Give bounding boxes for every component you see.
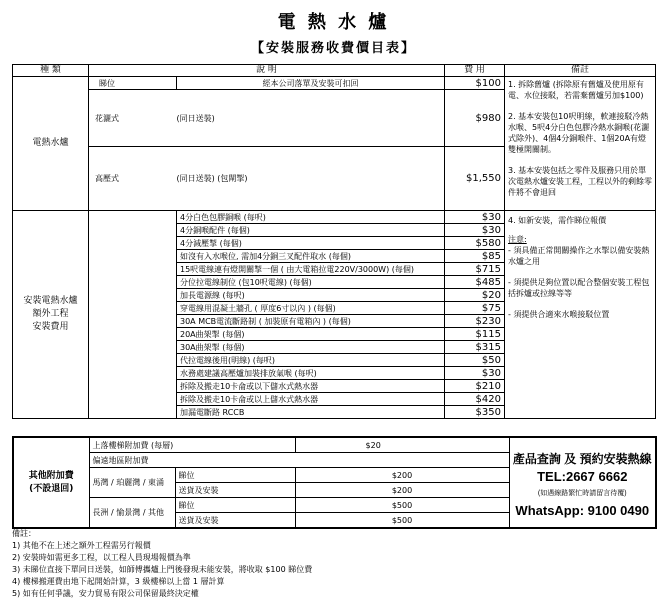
install-item-fee: $50: [445, 354, 505, 367]
category-heater: 電熱水爐: [13, 77, 89, 211]
category-extra-line: 其他附加費: [28, 470, 74, 481]
heater-survey-label: 睇位: [89, 77, 177, 90]
install-item-fee: $315: [445, 341, 505, 354]
install-item-desc: 拆除及搬走10卡侖或以下儲水式熱水器: [177, 380, 445, 393]
remote-surcharge-desc: 偏遠地區附加費: [89, 453, 509, 468]
category-install-line: 額外工程: [32, 309, 69, 319]
install-item-fee: $75: [445, 302, 505, 315]
install-note: 4. 如新安裝，需作睇位報價: [508, 216, 607, 225]
install-item-desc: 分位拉電線制位 (包10呎電線) (每個): [177, 276, 445, 289]
page-subtitle: 【安裝服務收費價目表】: [250, 41, 416, 56]
category-install: [13, 211, 89, 419]
install-item-fee: $115: [445, 328, 505, 341]
header-remarks: 備註: [505, 65, 656, 77]
remote-item-label: 送貨及安裝: [175, 483, 295, 498]
header-description: 說 明: [89, 65, 445, 77]
install-item-desc: 加長電源線 (每呎): [177, 289, 445, 302]
install-spacer: [89, 211, 177, 419]
category-install-line: 安裝電熱水爐: [23, 296, 78, 306]
install-item-fee: $350: [445, 406, 505, 419]
floor-surcharge-desc: 上落樓梯附加費 (每層): [89, 437, 295, 453]
remote-item-fee: $200: [295, 468, 509, 483]
install-item-desc: 水務處建議高壓爐加裝排放氣喉 (每呎): [177, 367, 445, 380]
install-item-desc: 20A曲架掣 (每個): [177, 328, 445, 341]
install-note: - 須提供合適來水喉接駁位置: [508, 310, 610, 319]
footer-notes: [12, 528, 655, 600]
category-install-line: 安裝費用: [32, 322, 69, 332]
hotline-heading: 產品查詢 及 預約安裝熱線: [512, 451, 652, 466]
footer-note: 1) 其他不在上述之額外工程需另行報價: [12, 541, 151, 550]
install-item-desc: 如沒有入水喉位, 需加4分銅三叉配件取水 (每個): [177, 250, 445, 263]
heater-pressure-fee: $1,550: [445, 147, 505, 211]
table-row: [13, 211, 656, 224]
install-item-fee: $485: [445, 276, 505, 289]
install-item-fee: $20: [445, 289, 505, 302]
hotline-note: (如遇線路繁忙時請留言待覆): [537, 489, 627, 497]
install-item-desc: 穿電線用混凝土牆孔 ( 厚度6寸以內 ) (每個): [177, 302, 445, 315]
footer-heading: 備註：: [12, 529, 36, 538]
remote-item-label: 睇位: [175, 468, 295, 483]
install-item-fee: $420: [445, 393, 505, 406]
floor-surcharge-fee: $20: [295, 437, 509, 453]
remote-item-fee: $500: [295, 498, 509, 513]
heater-shower-label: 花灑式: [89, 90, 177, 147]
table-row: [13, 437, 656, 453]
remote-item-fee: $200: [295, 483, 509, 498]
install-item-fee: $580: [445, 237, 505, 250]
install-notes: [505, 211, 656, 419]
remote-item-fee: $500: [295, 513, 509, 529]
remote-item-label: 送貨及安裝: [175, 513, 295, 529]
heater-note: 3. 基本安裝包括之零件及服務只用於單次電熱水爐安裝工程，工程以外的剩餘零件將不會退回: [508, 166, 652, 197]
remote-area: 長洲 / 愉景灣 / 其他: [89, 498, 175, 529]
header-fee: 費 用: [445, 65, 505, 77]
table-header-row: [13, 65, 656, 77]
footer-note: 5) 如有任何爭議，安力貿易有限公司保留最終決定權: [12, 589, 199, 598]
price-table: [12, 64, 656, 419]
hotline-box: [509, 437, 656, 528]
header-category: 種 類: [13, 65, 89, 77]
remote-item-label: 睇位: [175, 498, 295, 513]
heater-pressure-desc: (同日送裝) (包閘掣): [177, 147, 445, 211]
category-extra-line: (不設退回): [29, 483, 74, 494]
install-item-fee: $230: [445, 315, 505, 328]
install-item-fee: $30: [445, 224, 505, 237]
page-title: 電 熱 水 爐: [277, 12, 390, 33]
install-item-desc: 4分白色包膠銅喉 (每呎): [177, 211, 445, 224]
heater-shower-desc: (同日送裝): [177, 90, 445, 147]
heater-survey-fee: $100: [445, 77, 505, 90]
install-item-fee: $85: [445, 250, 505, 263]
heater-pressure-label: 高壓式: [89, 147, 177, 211]
heater-shower-fee: $980: [445, 90, 505, 147]
table-row: [13, 77, 656, 90]
footer-note: 4) 樓梯搬運費由地下起開始計算，3 級樓梯以上當 1 層計算: [12, 577, 225, 586]
install-item-desc: 代拉電線後用(明線) (每呎): [177, 354, 445, 367]
install-item-fee: $30: [445, 367, 505, 380]
footer-note: 2) 安裝時如需更多工程，以工程人員現場報價為準: [12, 553, 191, 562]
install-item-fee: $210: [445, 380, 505, 393]
heater-notes: [505, 77, 656, 211]
category-extra: [13, 437, 89, 528]
install-item-desc: 4分銅喉配件 (每個): [177, 224, 445, 237]
heater-note: 1. 拆除舊爐 (拆除原有舊爐及使用原有電、水位接駁，若需棄舊爐另加$100): [508, 80, 644, 100]
install-item-desc: 30A曲架掣 (每個): [177, 341, 445, 354]
install-item-desc: 加漏電斷路 RCCB: [177, 406, 445, 419]
heater-survey-desc: 經本公司落單及安裝可扣回: [177, 77, 445, 90]
install-item-fee: $30: [445, 211, 505, 224]
surcharge-table: [12, 436, 657, 529]
install-item-desc: 拆除及搬走10卡侖或以上儲水式熱水器: [177, 393, 445, 406]
install-item-fee: $715: [445, 263, 505, 276]
install-item-desc: 15呎電線連有燈開關掣一個 ( 由大電箱拉電220V/3000W) (每個): [177, 263, 445, 276]
heater-note: 2. 基本安裝包10呎明線，軟連接駁冷熱水喉、5呎4分白色包膠冷熱水銅喉(花灑式除外)、4個4分銅喉件、1個20A有燈雙極開關制。: [508, 112, 650, 154]
hotline-tel: TEL:2667 6662: [537, 468, 628, 484]
install-note: 注意:: [508, 235, 527, 244]
remote-area: 馬灣 / 珀麗灣 / 東涌: [89, 468, 175, 498]
install-note: - 須具備正常開關操作之水掣以備安裝熱水爐之用: [508, 246, 650, 266]
install-item-desc: 30A MCB電流斷路制 ( 加裝原有電箱內 ) (每個): [177, 315, 445, 328]
hotline-whatsapp: WhatsApp: 9100 0490: [515, 502, 650, 518]
install-note: - 須提供足夠位置以配合整個安裝工程包括拆爐或拉線等等: [508, 278, 650, 298]
install-item-desc: 4分減壓掣 (每個): [177, 237, 445, 250]
footer-note: 3) 未睇位直接下單同日送裝，如師傅攜爐上門後發現未能安裝，將收取 $100 睇位費: [12, 565, 313, 574]
